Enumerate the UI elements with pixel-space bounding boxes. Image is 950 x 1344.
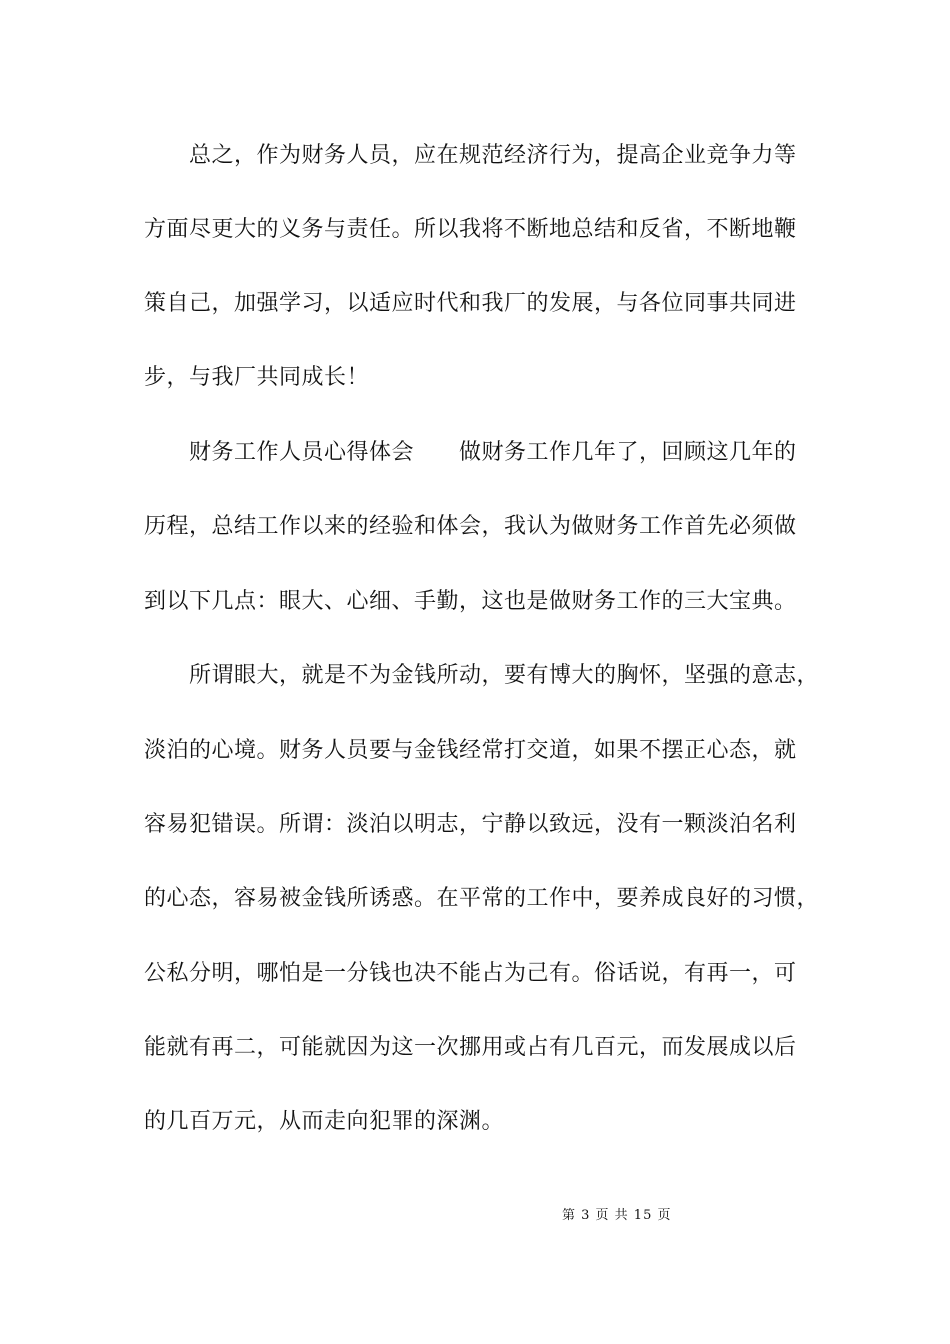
paragraph-3-line-3: 容易犯错误。所谓：淡泊以明志，宁静以致远，没有一颗淡泊名利 [144, 812, 797, 837]
page-number-footer: 第 3 页 共 15 页 [562, 1208, 672, 1223]
paragraph-1-line-2: 方面尽更大的义务与责任。所以我将不断地总结和反省，不断地鞭 [144, 217, 797, 242]
paragraph-2-line-1: 财务工作人员心得体会 做财务工作几年了，回顾这几年的 [189, 440, 797, 465]
paragraph-1-line-3: 策自己，加强学习，以适应时代和我厂的发展，与各位同事共同进 [144, 291, 797, 316]
paragraph-3-line-2: 淡泊的心境。财务人员要与金钱经常打交道，如果不摆正心态，就 [144, 738, 797, 763]
paragraph-3-line-1: 所谓眼大，就是不为金钱所动，要有博大的胸怀，坚强的意志， [189, 663, 820, 688]
paragraph-2-line-3: 到以下几点：眼大、心细、手勤，这也是做财务工作的三大宝典。 [144, 589, 797, 614]
paragraph-3-line-4: 的心态，容易被金钱所诱惑。在平常的工作中，要养成良好的习惯， [144, 886, 820, 911]
paragraph-1-line-1: 总之，作为财务人员，应在规范经济行为，提高企业竞争力等 [189, 143, 797, 168]
paragraph-1-line-4: 步，与我厂共同成长！ [144, 365, 370, 390]
paragraph-3-line-6: 能就有再二，可能就因为这一次挪用或占有几百元，而发展成以后 [144, 1035, 797, 1060]
paragraph-2-line-2: 历程，总结工作以来的经验和体会，我认为做财务工作首先必须做 [144, 514, 797, 539]
paragraph-3-line-5: 公私分明，哪怕是一分钱也决不能占为己有。俗话说，有再一，可 [144, 961, 797, 986]
paragraph-3-line-7: 的几百万元，从而走向犯罪的深渊。 [144, 1109, 505, 1134]
